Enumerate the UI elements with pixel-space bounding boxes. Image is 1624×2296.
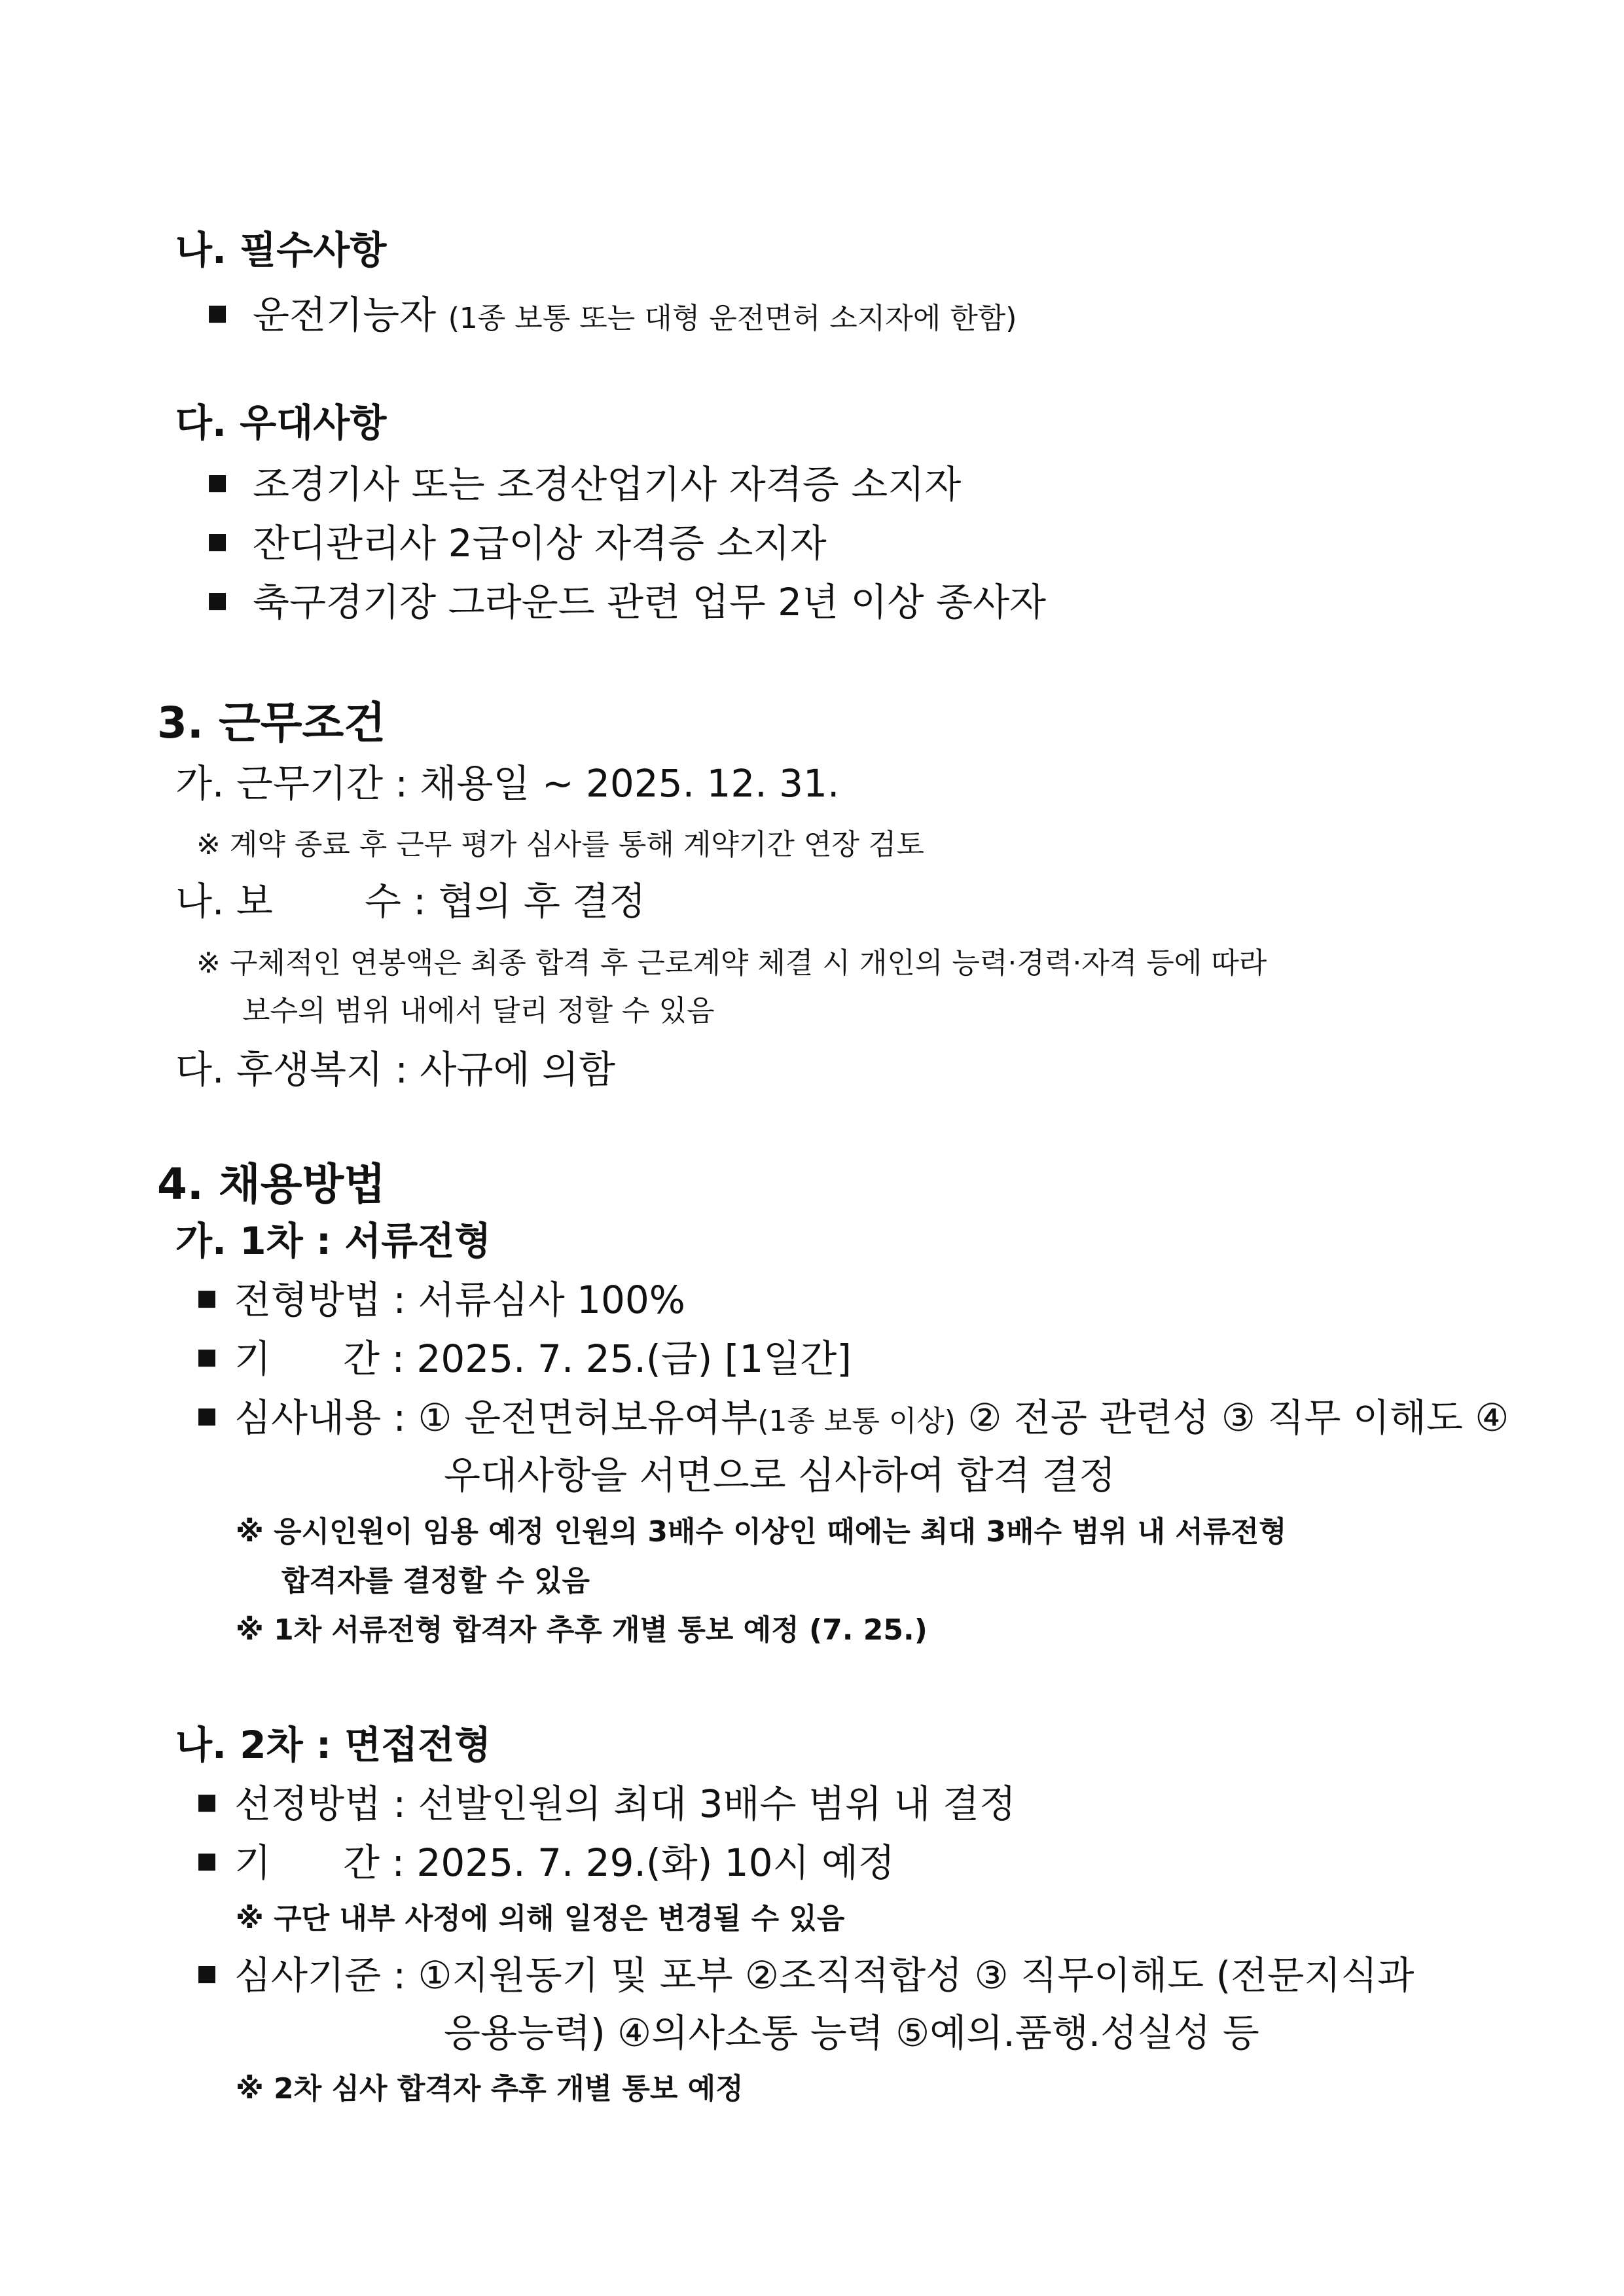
preferred-item [207,462,961,508]
first-round-method-text: 전형방법 : 서류심사 100% [234,1278,685,1322]
square-bullet-icon: ■ [196,1848,218,1874]
first-round-period [196,1336,852,1382]
required-heading: 나. 필수사항 [175,228,387,272]
salary-note-line-2: 보수의 범위 내에서 달리 정할 수 있음 [242,994,715,1028]
second-round-method [196,1782,1016,1827]
first-round-period-value: 간 : 2025. 7. 25.(금) [1일간] [343,1336,852,1381]
work-period: 가. 근무기간 : 채용일 ~ 2025. 12. 31. [175,761,840,806]
first-round-content-a: 심사내용 : ① 운전면허보유여부 [234,1395,758,1440]
salary-label-b: 수 : 협의 후 결정 [364,879,646,924]
second-round-criteria-line-1: 심사기준 : ①지원동기 및 포부 ②조직적합성 ③ 직무이해도 (전문지식과 [234,1953,1415,1998]
salary-label-a: 나. 보 [175,879,273,924]
square-bullet-icon: ■ [196,1403,218,1429]
second-round-note-1: ※ 구단 내부 사정에 의해 일정은 변경될 수 있음 [236,1902,845,1935]
first-round-note-2: ※ 1차 서류전형 합격자 추후 개별 통보 예정 (7. 25.) [236,1613,928,1647]
square-bullet-icon: ■ [196,1960,218,1987]
square-bullet-icon: ■ [207,528,228,555]
first-round-note-1a: ※ 응시인원이 임용 예정 인원의 3배수 이상인 때에는 최대 3배수 범위 내 서류전형 [236,1515,1287,1549]
first-round-note-1b: 합격자를 결정할 수 있음 [281,1564,590,1598]
salary-note-line-1: ※ 구체적인 연봉액은 최종 합격 후 근로계약 체결 시 개인의 능력·경력·자격 등에 따라 [196,946,1267,980]
required-item-note: (1종 보통 또는 대형 운전면허 소지자에 한함) [448,302,1017,335]
required-item [207,293,1017,338]
section-3-heading: 3. 근무조건 [157,698,386,748]
second-round-method-text: 선정방법 : 선발인원의 최대 3배수 범위 내 결정 [234,1782,1017,1826]
first-round-method [196,1278,685,1323]
first-round-period-label: 기 [234,1336,272,1381]
first-round-content-line-2: 우대사항을 서면으로 심사하여 합격 결정 [444,1453,1116,1498]
square-bullet-icon: ■ [196,1285,218,1312]
first-round-content-small: (1종 보통 이상) [757,1405,956,1438]
square-bullet-icon: ■ [207,469,228,496]
second-round-criteria-line-2: 응용능력) ④의사소통 능력 ⑤예의.품행.성실성 등 [444,2011,1259,2055]
square-bullet-icon: ■ [207,300,228,327]
first-round-content [196,1395,1509,1441]
welfare: 다. 후생복지 : 사규에 의함 [175,1047,616,1092]
second-round-period-label: 기 [234,1840,272,1885]
second-round-criteria [196,1953,1414,1999]
preferred-item-label: 조경기사 또는 조경산업기사 자격증 소지자 [253,462,962,507]
first-round-content-b: ② 전공 관련성 ③ 직무 이해도 ④ [956,1395,1509,1440]
first-round-heading: 가. 1차 : 서류전형 [175,1219,492,1263]
preferred-item-label: 잔디관리사 2급이상 자격증 소지자 [253,521,827,565]
square-bullet-icon: ■ [196,1344,218,1371]
square-bullet-icon: ■ [207,587,228,614]
preferred-item [207,580,1046,626]
second-round-period-value: 간 : 2025. 7. 29.(화) 10시 예정 [343,1840,895,1885]
preferred-heading: 다. 우대사항 [175,401,387,445]
square-bullet-icon: ■ [196,1789,218,1816]
salary [175,879,645,925]
second-round-note-2: ※ 2차 심사 합격자 추후 개별 통보 예정 [236,2072,744,2106]
preferred-item [207,521,827,567]
required-item-label: 운전기능자 [253,293,437,337]
work-period-note: ※ 계약 종료 후 근무 평가 심사를 통해 계약기간 연장 검토 [196,828,924,861]
preferred-item-label: 축구경기장 그라운드 관련 업무 2년 이상 종사자 [253,580,1047,624]
second-round-heading: 나. 2차 : 면접전형 [175,1723,492,1767]
section-4-heading: 4. 채용방법 [157,1159,386,1210]
second-round-period [196,1840,895,1886]
